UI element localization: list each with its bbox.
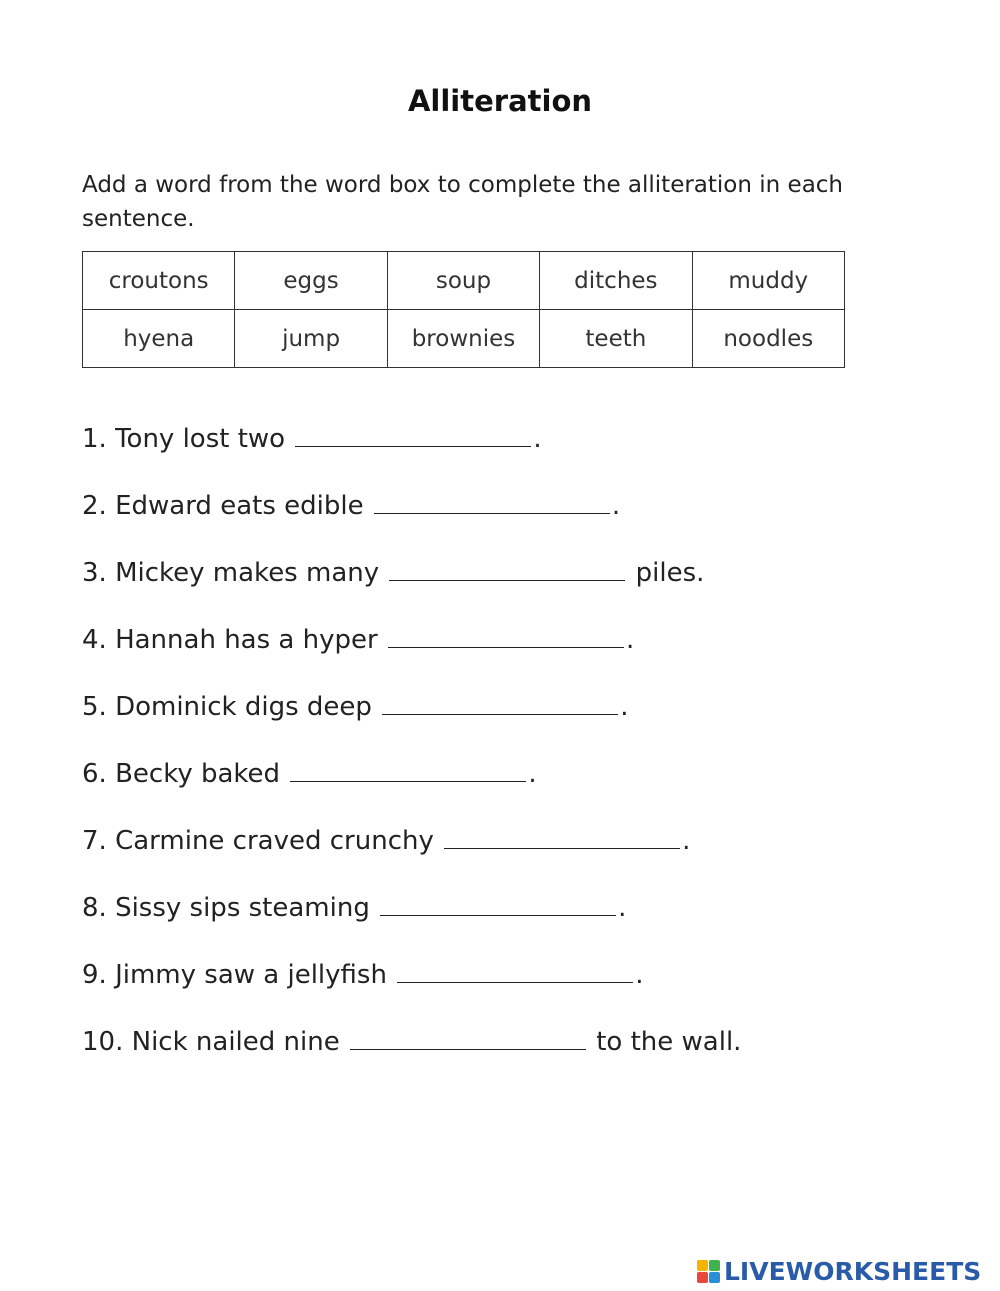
word-box-cell: croutons: [83, 252, 235, 310]
answer-blank[interactable]: [444, 818, 680, 849]
word-box-cell: ditches: [540, 252, 692, 310]
question-text-end: .: [620, 692, 629, 722]
page-title: Alliteration: [407, 84, 593, 118]
answer-blank[interactable]: [382, 684, 618, 715]
logo-block: [697, 1260, 708, 1271]
word-box-cell: muddy: [692, 252, 844, 310]
answer-blank[interactable]: [374, 483, 610, 514]
question-text: 5. Dominick digs deep: [82, 692, 372, 722]
question-3: [82, 550, 962, 617]
question-text-end: piles.: [627, 558, 705, 588]
word-box-cell: soup: [387, 252, 539, 310]
word-box-cell: eggs: [235, 252, 387, 310]
question-text: 2. Edward eats edible: [82, 491, 364, 521]
logo-text: LIVEWORKSHEETS: [724, 1256, 982, 1286]
question-5: [82, 684, 962, 751]
word-box-table: [82, 251, 845, 368]
logo-block: [709, 1260, 720, 1271]
liveworksheets-logo: [697, 1256, 981, 1286]
word-box-cell: brownies: [387, 310, 539, 368]
answer-blank[interactable]: [295, 416, 531, 447]
logo-block: [697, 1272, 708, 1283]
answer-blank[interactable]: [380, 885, 616, 916]
question-7: [82, 818, 962, 885]
question-text-end: to the wall.: [587, 1027, 742, 1057]
question-1: [82, 416, 962, 483]
question-4: [82, 617, 962, 684]
question-text: 8. Sissy sips steaming: [82, 893, 370, 923]
question-text: 6. Becky baked: [82, 759, 281, 789]
word-box-cell: noodles: [692, 310, 844, 368]
word-box-cell: hyena: [83, 310, 235, 368]
question-6: [82, 751, 962, 818]
question-text: 10. Nick nailed nine: [82, 1027, 340, 1057]
word-box-row: [83, 310, 845, 368]
question-text-end: .: [533, 424, 542, 454]
answer-blank[interactable]: [397, 952, 633, 983]
question-text: 1. Tony lost two: [82, 424, 286, 454]
question-text-end: .: [618, 893, 627, 923]
question-text: 9. Jimmy saw a jellyfish: [82, 960, 387, 990]
question-text-end: .: [611, 491, 621, 521]
logo-block: [709, 1272, 720, 1283]
answer-blank[interactable]: [290, 751, 526, 782]
question-text: 7. Carmine craved crunchy: [82, 826, 434, 856]
question-text-end: .: [635, 960, 644, 990]
question-text: 3. Mickey makes many: [82, 558, 380, 588]
question-text-end: .: [528, 759, 537, 789]
answer-blank[interactable]: [389, 550, 625, 581]
question-text: 4. Hannah has a hyper: [82, 625, 378, 655]
question-text-end: .: [682, 826, 691, 856]
question-8: [82, 885, 962, 952]
instructions-text: Add a word from the word box to complete the alliteration in each sentence.: [82, 172, 844, 232]
liveworksheets-blocks-icon: [697, 1260, 720, 1283]
question-2: [82, 483, 962, 550]
questions-list: [82, 416, 962, 1086]
word-box-row: [83, 252, 845, 310]
question-10: [82, 1019, 962, 1086]
answer-blank[interactable]: [388, 617, 624, 648]
word-box-cell: teeth: [540, 310, 692, 368]
answer-blank[interactable]: [350, 1019, 586, 1050]
question-9: [82, 952, 962, 1019]
word-box-cell: jump: [235, 310, 387, 368]
question-text-end: .: [625, 625, 635, 655]
